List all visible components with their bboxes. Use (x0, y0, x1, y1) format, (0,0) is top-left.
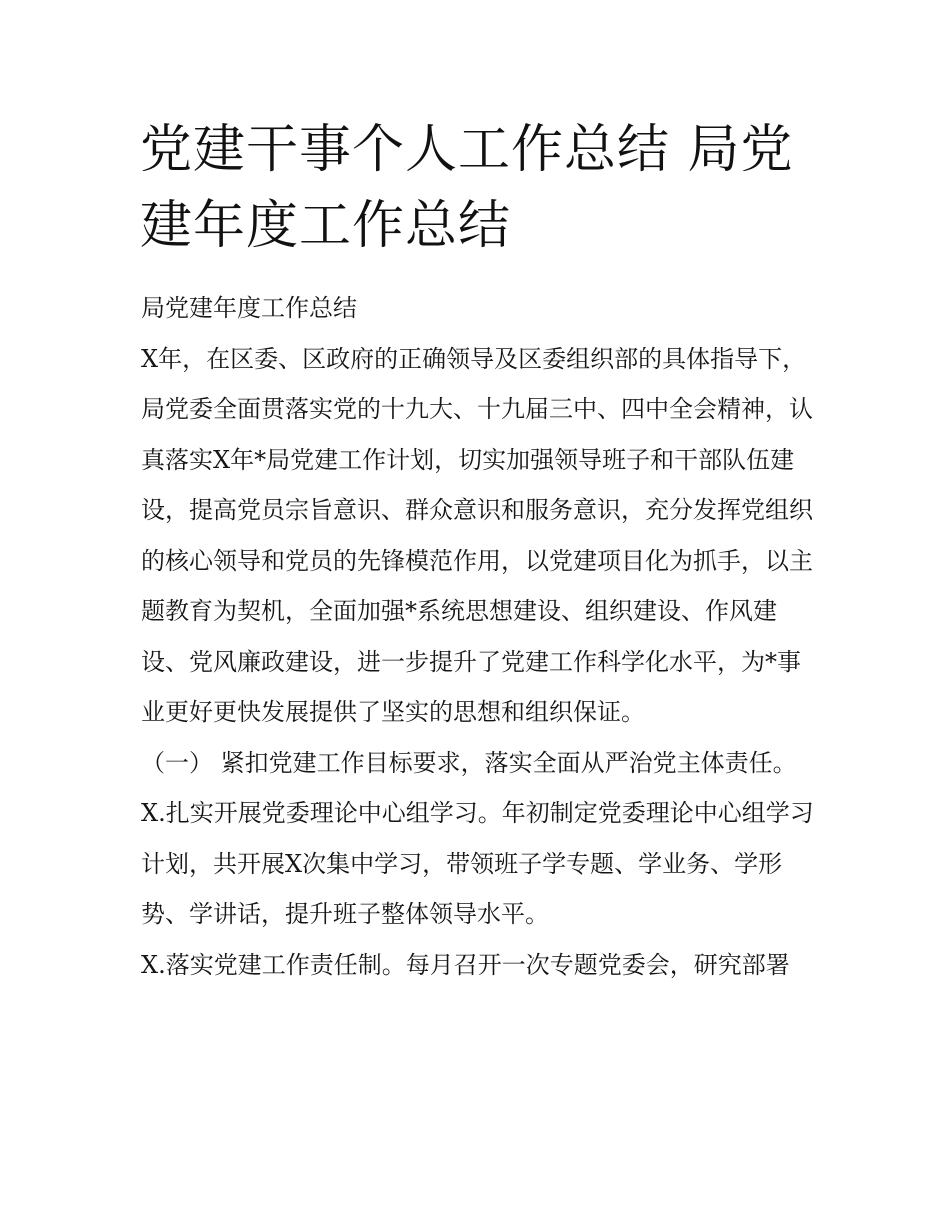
subtitle-paragraph: 局党建年度工作总结 (141, 294, 357, 322)
document-body (141, 283, 821, 990)
item-paragraph-1: X.扎实开展党委理论中心组学习。年初制定党委理论中心组学习计划，共开展X次集中学习，带领班子学专题、学业务、学形势、学讲话，提升班子整体领导水平。 (141, 799, 814, 928)
section-heading: （一） 紧扣党建工作目标要求，落实全面从严治党主体责任。 (141, 748, 797, 777)
document-title: 党建干事个人工作总结 局党建年度工作总结 (140, 120, 794, 256)
item-paragraph-2: X.落实党建工作责任制。每月召开一次专题党委会，研究部署 (141, 950, 790, 979)
intro-paragraph: X年，在区委、区政府的正确领导及区委组织部的具体指导下，局党委全面贯落实党的十九大、十九届三中、四中全会精神，认真落实X年*局党建工作计划，切实加强领导班子和干部队伍建设，提高党员宗旨意识、群众意识和服务意识，充分发挥党组织的核心领导和党员的先锋模范作用，以党建项目化为抓手，以主题教育为契机，全面加强*系统思想建设、组织建设、作风建设、党风廉政建设，进一步提升了党建工作科学化水平，为*事业更好更快发展提供了坚实的思想和组织保证。 (141, 344, 813, 726)
